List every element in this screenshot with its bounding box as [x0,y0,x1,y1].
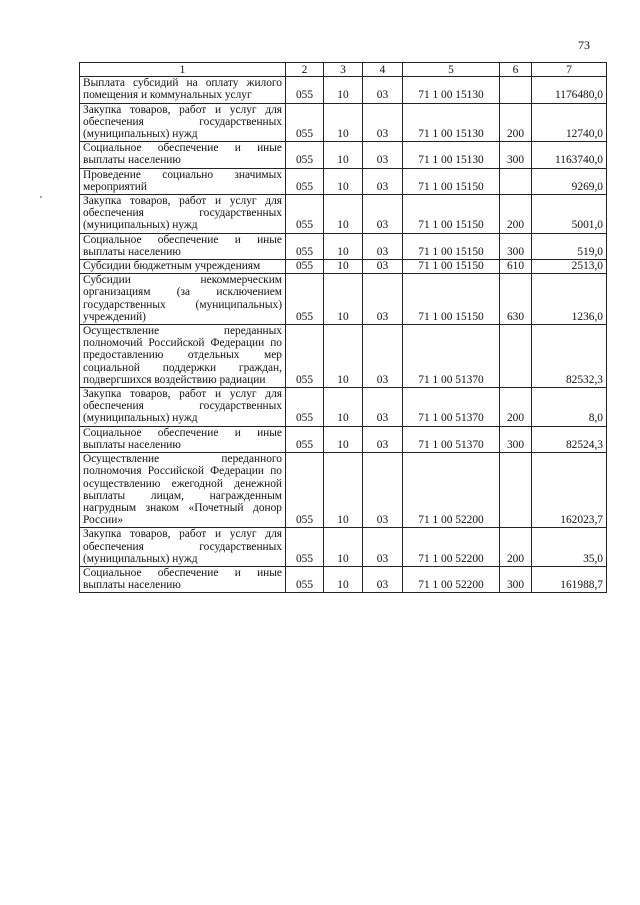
row-section: 10 [324,453,363,528]
row-expense-type: 300 [500,233,532,259]
row-expense-type: 630 [500,274,532,325]
row-amount: 161988,7 [532,566,607,592]
row-section: 10 [324,168,363,194]
row-expense-type: 200 [500,195,532,234]
row-amount: 35,0 [532,528,607,567]
row-admin-code: 055 [286,325,324,388]
table-row [80,233,607,259]
row-target-article: 71 1 00 15150 [403,260,500,274]
row-section: 10 [324,566,363,592]
header-col-5: 5 [403,63,500,77]
row-admin-code: 055 [286,77,324,103]
header-col-1: 1 [80,63,286,77]
row-admin-code: 055 [286,195,324,234]
row-admin-code: 055 [286,233,324,259]
row-section: 10 [324,260,363,274]
row-expense-type: 300 [500,426,532,452]
header-col-7: 7 [532,63,607,77]
row-description: Социальное обеспечение и иные выплаты населению [80,142,286,168]
row-subsection: 03 [363,388,403,427]
row-subsection: 03 [363,103,403,142]
row-description: Закупка товаров, работ и услуг для обеспечения государственных (муниципальных) нужд [80,103,286,142]
row-target-article: 71 1 00 52200 [403,528,500,567]
page-number: 73 [578,38,590,52]
row-section: 10 [324,233,363,259]
row-target-article: 71 1 00 15150 [403,195,500,234]
row-target-article: 71 1 00 15130 [403,142,500,168]
table-row [80,426,607,452]
row-description: Субсидии некоммерческим организациям (за исключением государственных (муниципальных) учреждений) [80,274,286,325]
row-target-article: 71 1 00 52200 [403,566,500,592]
table-row [80,274,607,325]
row-subsection: 03 [363,274,403,325]
header-row [80,63,607,77]
row-subsection: 03 [363,325,403,388]
row-section: 10 [324,426,363,452]
row-expense-type: 200 [500,388,532,427]
row-target-article: 71 1 00 15130 [403,77,500,103]
table-row [80,260,607,274]
row-amount: 1236,0 [532,274,607,325]
header-col-6: 6 [500,63,532,77]
row-description: Осуществление переданных полномочий Российской Федерации по предоставлению отдельных мер социальной поддержки граждан, подвергшихся воздействию радиации [80,325,286,388]
row-expense-type: 610 [500,260,532,274]
row-description: Осуществление переданного полномочия Российской Федерации по осуществлению ежегодной денежной выплаты лицам, награжденным нагрудным знаком «Почетный донор России» [80,453,286,528]
row-description: Субсидии бюджетным учреждениям [80,260,286,274]
row-description: Социальное обеспечение и иные выплаты населению [80,566,286,592]
row-admin-code: 055 [286,168,324,194]
row-subsection: 03 [363,233,403,259]
table-row [80,103,607,142]
budget-table [79,62,607,593]
row-expense-type: 300 [500,142,532,168]
row-description: Социальное обеспечение и иные выплаты населению [80,426,286,452]
table-row [80,77,607,103]
row-section: 10 [324,195,363,234]
row-amount: 8,0 [532,388,607,427]
row-amount: 82532,3 [532,325,607,388]
row-target-article: 71 1 00 51370 [403,325,500,388]
row-admin-code: 055 [286,453,324,528]
row-target-article: 71 1 00 52200 [403,453,500,528]
table-row [80,325,607,388]
row-description: Закупка товаров, работ и услуг для обеспечения государственных (муниципальных) нужд [80,195,286,234]
header-col-2: 2 [286,63,324,77]
row-expense-type [500,453,532,528]
table-row [80,142,607,168]
row-subsection: 03 [363,168,403,194]
row-subsection: 03 [363,528,403,567]
row-expense-type: 200 [500,528,532,567]
table-row [80,195,607,234]
row-target-article: 71 1 00 15130 [403,103,500,142]
row-admin-code: 055 [286,388,324,427]
row-subsection: 03 [363,195,403,234]
row-admin-code: 055 [286,274,324,325]
row-description: Закупка товаров, работ и услуг для обеспечения государственных (муниципальных) нужд [80,388,286,427]
row-expense-type: 200 [500,103,532,142]
table-row [80,528,607,567]
row-amount: 82524,3 [532,426,607,452]
row-target-article: 71 1 00 15150 [403,233,500,259]
row-section: 10 [324,388,363,427]
table-row [80,453,607,528]
row-description: Закупка товаров, работ и услуг для обеспечения государственных (муниципальных) нужд [80,528,286,567]
row-admin-code: 055 [286,260,324,274]
table-row [80,388,607,427]
row-target-article: 71 1 00 51370 [403,388,500,427]
row-admin-code: 055 [286,528,324,567]
row-amount: 12740,0 [532,103,607,142]
row-expense-type [500,77,532,103]
row-expense-type [500,325,532,388]
row-subsection: 03 [363,566,403,592]
row-description: Социальное обеспечение и иные выплаты населению [80,233,286,259]
row-target-article: 71 1 00 15150 [403,168,500,194]
row-amount: 1176480,0 [532,77,607,103]
row-expense-type [500,168,532,194]
row-section: 10 [324,528,363,567]
row-admin-code: 055 [286,566,324,592]
row-admin-code: 055 [286,426,324,452]
row-amount: 9269,0 [532,168,607,194]
row-amount: 1163740,0 [532,142,607,168]
row-amount: 162023,7 [532,453,607,528]
row-subsection: 03 [363,142,403,168]
row-section: 10 [324,142,363,168]
row-subsection: 03 [363,260,403,274]
row-section: 10 [324,274,363,325]
row-description: Проведение социально значимых мероприятий [80,168,286,194]
row-admin-code: 055 [286,103,324,142]
row-section: 10 [324,103,363,142]
row-admin-code: 055 [286,142,324,168]
table-row [80,168,607,194]
row-expense-type: 300 [500,566,532,592]
row-target-article: 71 1 00 51370 [403,426,500,452]
row-subsection: 03 [363,426,403,452]
margin-dot [40,196,42,198]
row-amount: 2513,0 [532,260,607,274]
row-amount: 5001,0 [532,195,607,234]
row-description: Выплата субсидий на оплату жилого помещения и коммунальных услуг [80,77,286,103]
row-subsection: 03 [363,453,403,528]
row-subsection: 03 [363,77,403,103]
table-row [80,566,607,592]
row-target-article: 71 1 00 15150 [403,274,500,325]
row-section: 10 [324,325,363,388]
row-section: 10 [324,77,363,103]
header-col-3: 3 [324,63,363,77]
header-col-4: 4 [363,63,403,77]
row-amount: 519,0 [532,233,607,259]
